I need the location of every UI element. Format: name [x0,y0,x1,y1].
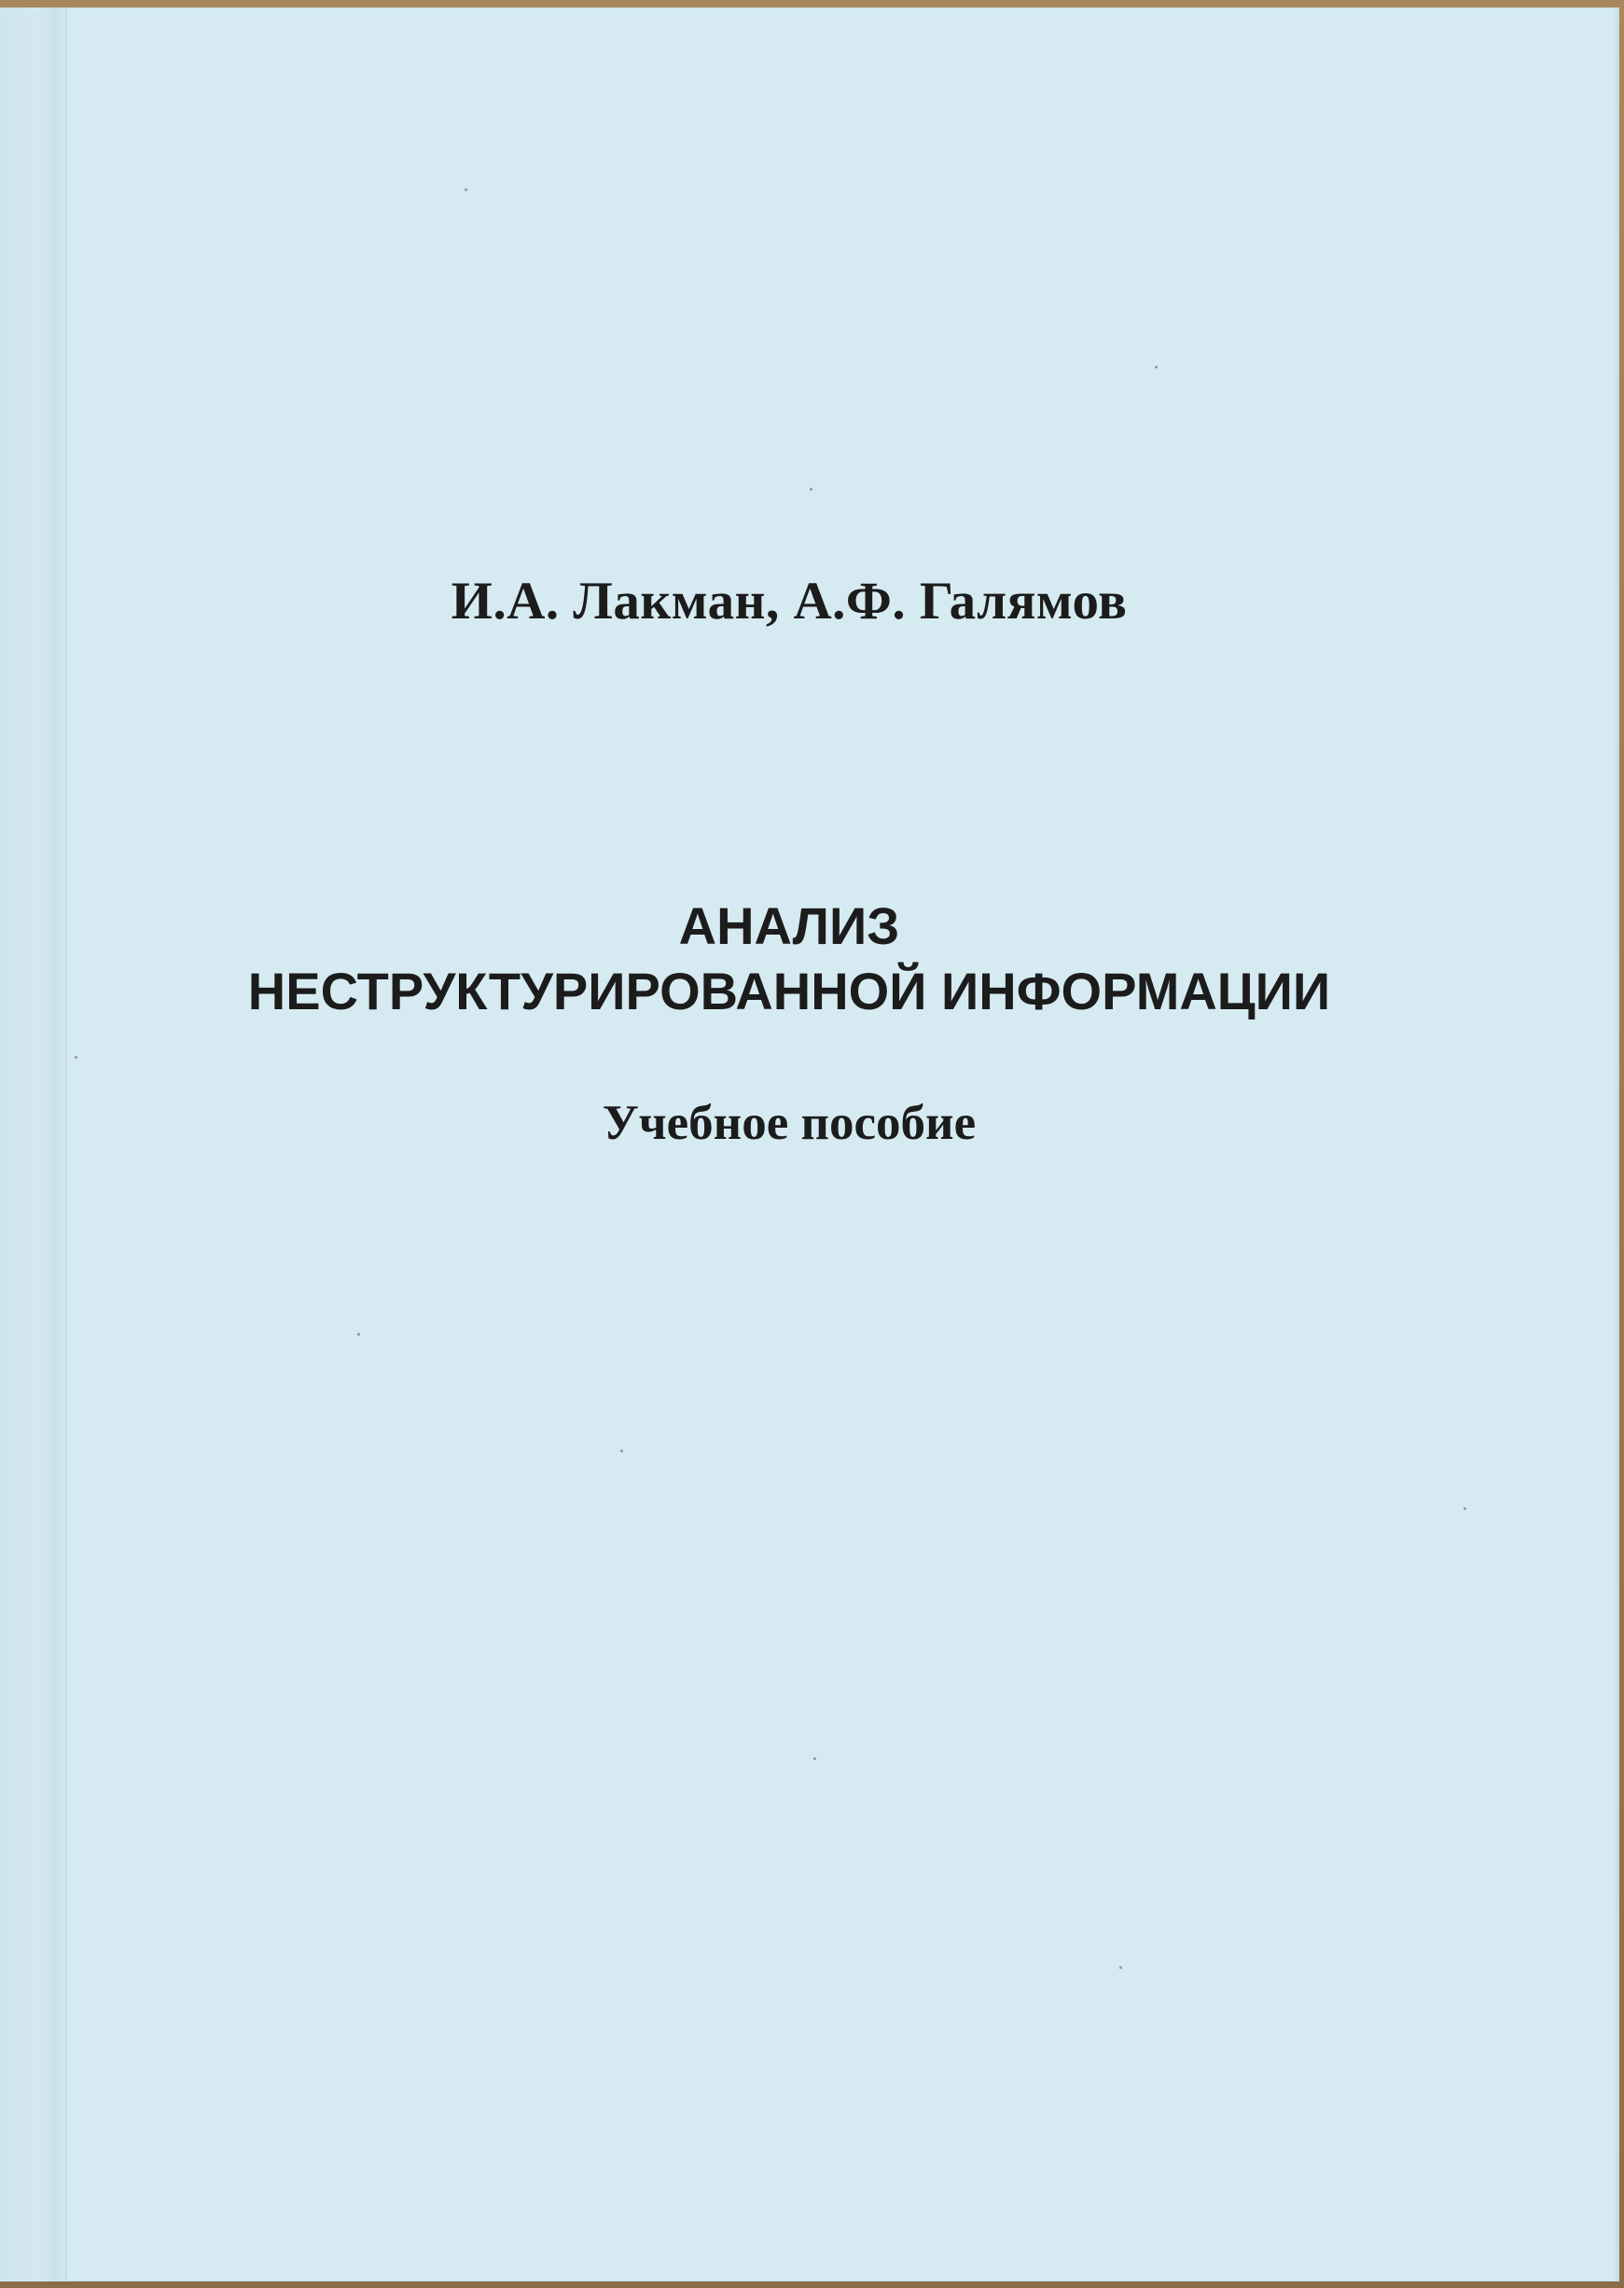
print-speck [465,188,467,191]
title-line-2: НЕСТРУКТУРИРОВАННОЙ ИНФОРМАЦИИ [247,962,1331,1020]
print-speck [813,1757,816,1760]
print-speck [1155,366,1158,368]
print-speck [75,1056,77,1059]
print-speck [1464,1507,1466,1510]
authors-line: И.А. Лакман, А.Ф. Галямов [451,572,1128,631]
print-speck [810,488,812,491]
cover-edge [1614,7,1619,2281]
book-title [0,894,1578,1024]
print-speck [357,1333,360,1336]
print-speck [620,1449,623,1452]
title-line-1: АНАЛИЗ [678,896,900,955]
print-speck [1119,1966,1122,1969]
book-subtitle: Учебное пособие [602,1096,977,1150]
book-cover [0,7,1619,2281]
